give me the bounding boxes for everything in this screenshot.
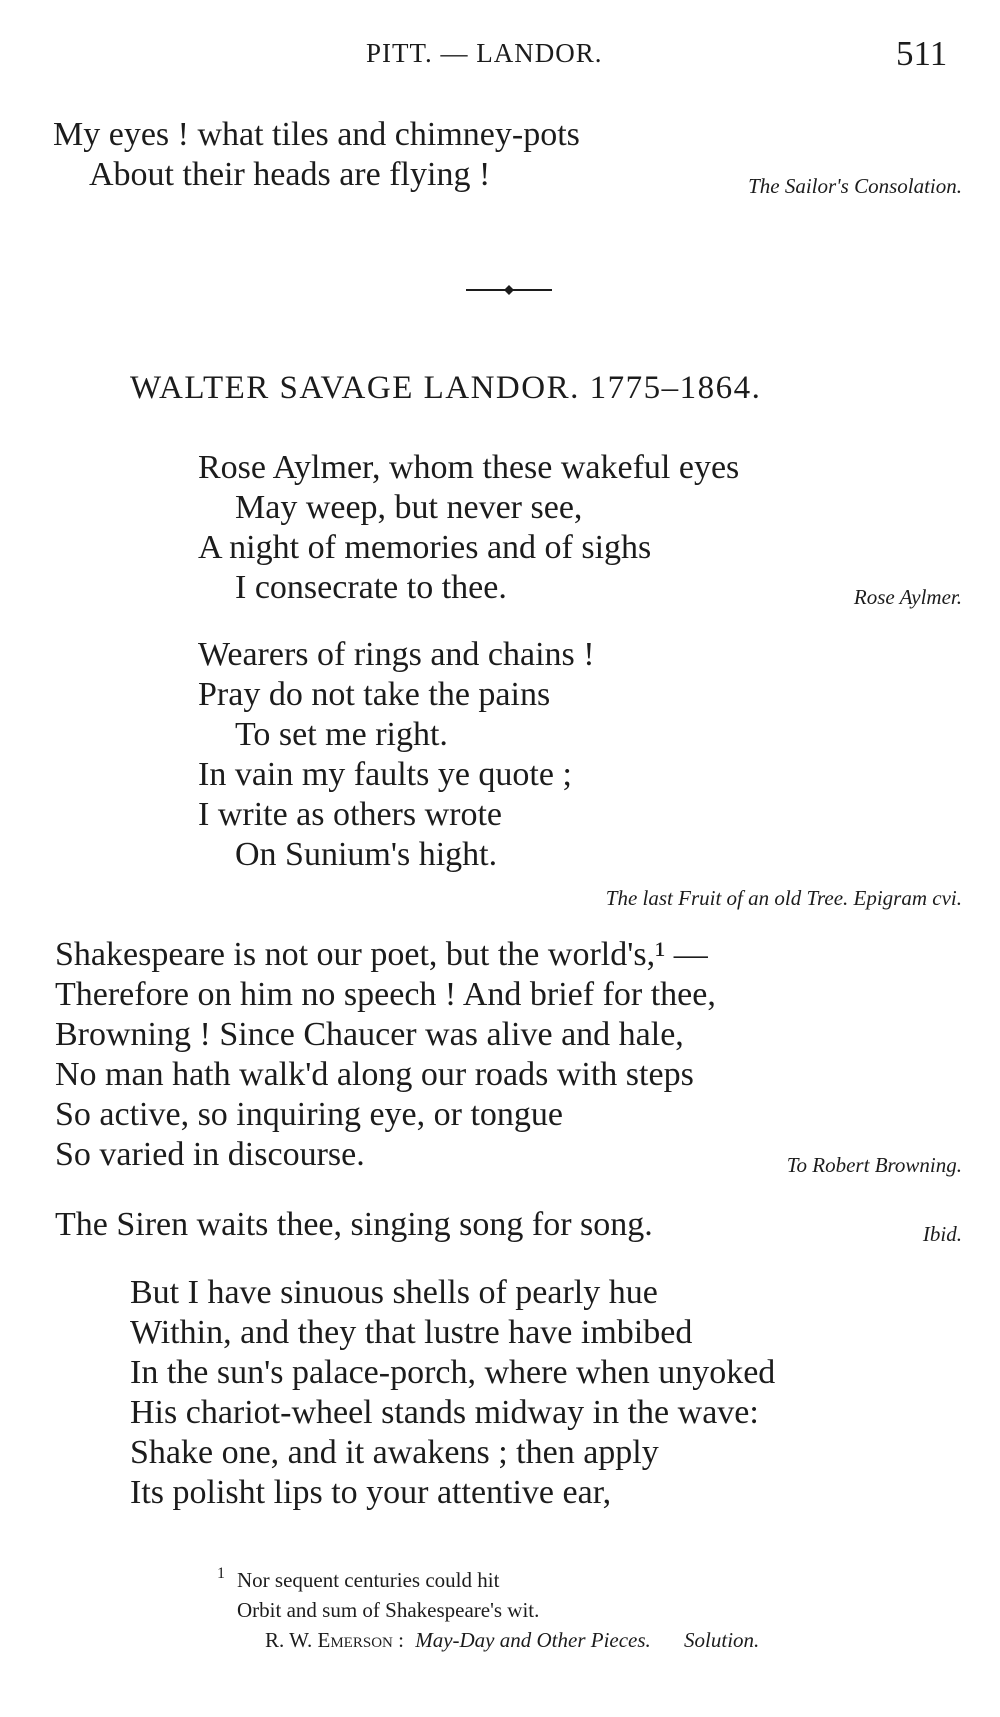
verse-line: The Siren waits thee, singing song for song. (55, 1206, 653, 1243)
verse-line: Its polisht lips to your attentive ear, (130, 1474, 612, 1511)
verse-line: So active, so inquiring eye, or tongue (55, 1096, 564, 1133)
footnote-line: Orbit and sum of Shakespeare's wit. (237, 1598, 540, 1622)
footnote-citation (265, 1628, 759, 1653)
verse-line: My eyes ! what tiles and chimney-pots (53, 116, 580, 153)
verse-line: Therefore on him no speech ! And brief for thee, (55, 976, 716, 1013)
quote-source: The Sailor's Consolation. (748, 174, 962, 198)
verse-line: Within, and they that lustre have imbibed (130, 1314, 693, 1351)
verse-line: May weep, but never see, (235, 489, 583, 526)
verse-line: But I have sinuous shells of pearly hue (130, 1274, 658, 1311)
running-title: PITT. — LANDOR. (366, 38, 603, 68)
verse-line: Wearers of rings and chains ! (198, 636, 595, 673)
quote-source: To Robert Browning. (786, 1153, 962, 1177)
verse-line: A night of memories and of sighs (198, 529, 652, 566)
quote-source: Ibid. (922, 1222, 962, 1246)
verse-line: Pray do not take the pains (198, 676, 551, 713)
verse-line: I write as others wrote (198, 796, 503, 833)
verse-line: On Sunium's hight. (235, 836, 498, 873)
verse-line: Rose Aylmer, whom these wakeful eyes (198, 449, 740, 486)
footnote-line: Nor sequent centuries could hit (237, 1568, 500, 1592)
verse-line: So varied in discourse. (55, 1136, 365, 1173)
page-number: 511 (896, 34, 948, 73)
section-title: WALTER SAVAGE LANDOR. 1775–1864. (130, 370, 762, 406)
verse-line: No man hath walk'd along our roads with steps (55, 1056, 694, 1093)
verse-line: I consecrate to thee. (235, 569, 507, 606)
ornament-divider (466, 285, 552, 295)
quote-source: The last Fruit of an old Tree. Epigram cvi. (605, 886, 962, 910)
verse-line: To set me right. (235, 716, 448, 753)
verse-line: Browning ! Since Chaucer was alive and hale, (55, 1016, 684, 1053)
footnote-poem: Solution. (684, 1628, 760, 1652)
footnote-marker: 1 (217, 1565, 225, 1582)
footnote-work: May-Day and Other Pieces. (415, 1628, 651, 1652)
verse-line: About their heads are flying ! (89, 156, 491, 193)
verse-line: In the sun's palace-porch, where when unyoked (130, 1354, 776, 1391)
footnote-author: R. W. Emerson : (265, 1628, 404, 1652)
verse-line: Shake one, and it awakens ; then apply (130, 1434, 659, 1471)
verse-line: In vain my faults ye quote ; (198, 756, 572, 793)
quote-source: Rose Aylmer. (853, 585, 962, 609)
verse-line: Shakespeare is not our poet, but the world's,¹ — (55, 936, 708, 973)
verse-line: His chariot-wheel stands midway in the wave: (130, 1394, 759, 1431)
